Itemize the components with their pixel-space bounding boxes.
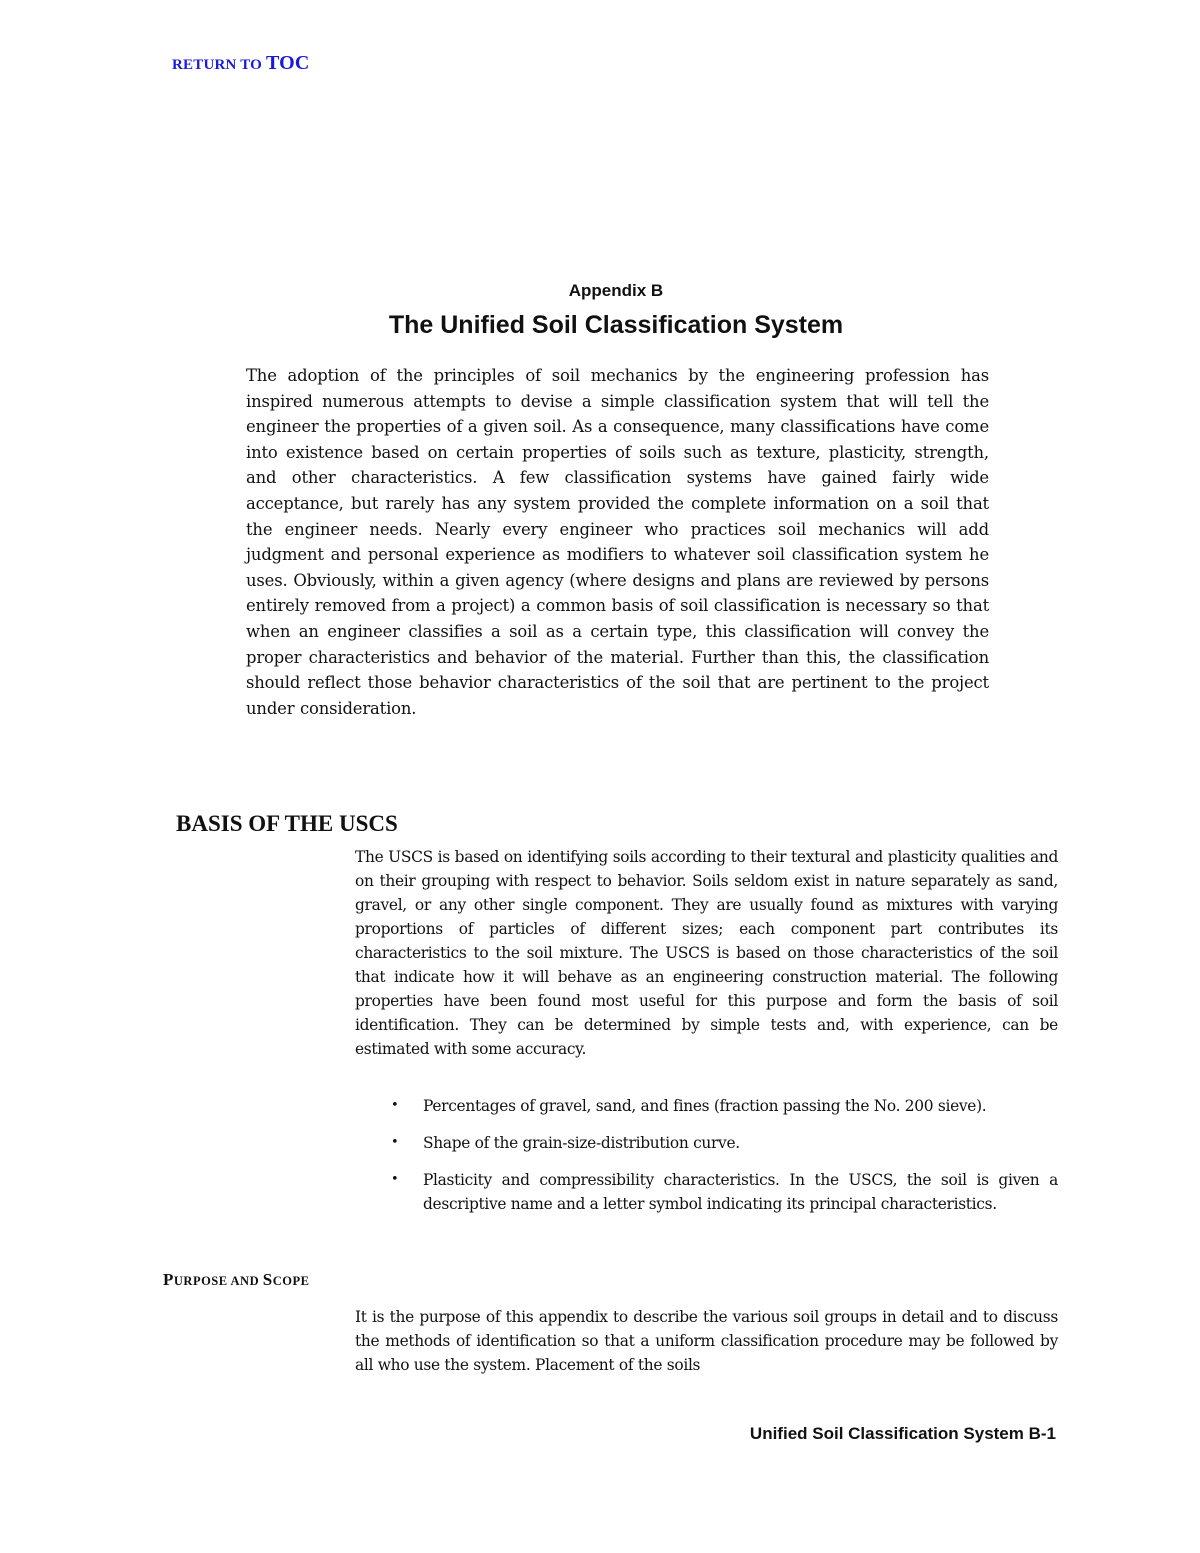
bullet-icon: • [391,1135,399,1150]
list-item-text: Plasticity and compressibility characteristics. In the USCS, the soil is given a descriptive name and a letter symbol indicating its principal characteristics. [423,1171,1058,1213]
bullet-icon: • [391,1098,399,1113]
list-item [355,1094,1058,1118]
list-item [355,1131,1058,1155]
list-item-text: Shape of the grain-size-distribution curve. [423,1134,740,1152]
heading-cap-p: P [163,1270,174,1289]
intro-paragraph: The adoption of the principles of soil mechanics by the engineering profession has inspired numerous attempts to devise a simple classification system that will tell the engineer the properties of a given soil. As a consequence, many classifications have come into existence based on certain properties of soils such as texture, plasticity, strength, and other characteristics. A few classification systems have gained fairly wide acceptance, but rarely has any system provided the complete information on a soil that the engineer needs. Nearly every engineer who practices soil mechanics will add judgment and personal experience as modifiers to whatever soil classification system he uses. Obviously, within a given agency (where designs and plans are reviewed by persons entirely removed from a project) a common basis of soil classification is necessary so that when an engineer classifies a soil as a certain type, this classification will convey the proper characteristics and behavior of the material. Further than this, the classification should reflect those behavior characteristics of the soil that are pertinent to the project under consideration. [246,366,989,718]
heading-small-caps-1: URPOSE AND [173,1274,263,1288]
properties-list [355,1094,1058,1229]
basis-heading: BASIS OF THE USCS [176,811,398,836]
purpose-paragraph: It is the purpose of this appendix to describe the various soil groups in detail and to discuss the methods of identification so that a uniform classification procedure may be followed by all who use the system. Placement of the soils [355,1308,1058,1374]
heading-small-caps-2: COPE [272,1274,310,1288]
basis-paragraph: The USCS is based on identifying soils according to their textural and plasticity qualities and on their grouping with respect to behavior. Soils seldom exist in nature separately as sand, gravel, or any other single component. They are usually found as mixtures with varying proportions of particles of different sizes; each component part contributes its characteristics to the soil mixture. The USCS is based on those characteristics of the soil that indicate how it will behave as an engineering construction material. The following properties have been found most useful for this purpose and form the basis of soil identification. They can be determined by simple tests and, with experience, can be estimated with some accuracy. [355,848,1058,1058]
page-footer: Unified Soil Classification System B-1 [749,1424,1056,1443]
return-to-label: RETURN TO [172,57,263,73]
page-title: The Unified Soil Classification System [388,311,844,339]
list-item [355,1168,1058,1216]
purpose-and-scope-heading [163,1270,309,1290]
list-item-text: Percentages of gravel, sand, and fines (fraction passing the No. 200 sieve). [423,1097,987,1115]
bullet-icon: • [391,1172,399,1187]
heading-cap-s: S [262,1270,273,1289]
toc-label: TOC [265,52,310,74]
return-to-toc-link[interactable] [172,52,310,75]
appendix-label: Appendix B [568,281,664,300]
